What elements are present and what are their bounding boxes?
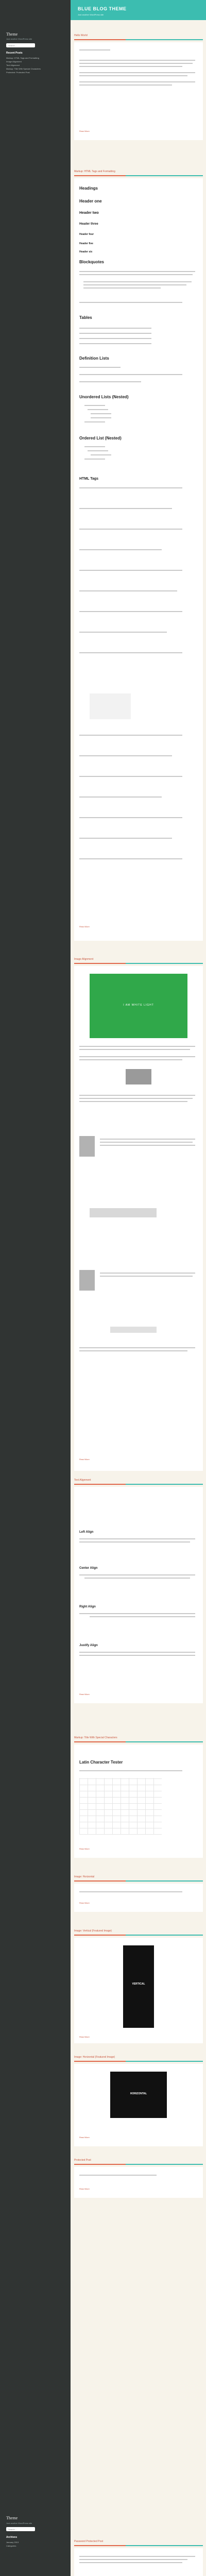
text-line bbox=[79, 1613, 195, 1614]
text-line bbox=[79, 381, 141, 382]
blog-tagline: Just another WordPress site bbox=[78, 13, 104, 16]
thumbnail-image bbox=[126, 1069, 151, 1084]
sidebar-link[interactable]: Markup: HTML Tags and Formatting bbox=[6, 57, 39, 59]
text-line bbox=[79, 549, 162, 550]
text-line bbox=[79, 776, 182, 777]
content-heading: Left Align bbox=[79, 1531, 94, 1534]
content-heading: Justify Align bbox=[79, 1644, 98, 1647]
quote-line bbox=[83, 284, 186, 285]
text-line bbox=[100, 1276, 193, 1277]
text-line bbox=[79, 1056, 195, 1057]
content-heading: Headings bbox=[79, 186, 98, 191]
post-card bbox=[74, 1938, 203, 2043]
list-item bbox=[91, 413, 111, 414]
text-line bbox=[79, 858, 182, 859]
content-heading: Header four bbox=[79, 233, 94, 236]
archives-heading: Archives bbox=[6, 2536, 18, 2539]
text-line bbox=[79, 632, 167, 633]
content-heading: Tables bbox=[79, 315, 92, 320]
text-line bbox=[79, 611, 182, 612]
text-line bbox=[100, 1139, 195, 1140]
text-line bbox=[79, 1049, 190, 1050]
thumbnail-image bbox=[79, 1270, 95, 1291]
text-line bbox=[79, 1574, 195, 1575]
post-card bbox=[74, 1744, 203, 1858]
content-heading: Header six bbox=[79, 250, 93, 253]
text-line bbox=[100, 1142, 193, 1143]
text-line bbox=[79, 2556, 195, 2557]
text-line bbox=[100, 1145, 195, 1146]
green-banner-image bbox=[90, 974, 187, 1038]
recent-posts-heading: Recent Posts bbox=[6, 52, 23, 55]
text-line bbox=[79, 1541, 190, 1543]
post-title[interactable]: Image: Horizontal bbox=[74, 1875, 95, 1878]
text-line bbox=[79, 529, 182, 530]
horizontal-image bbox=[110, 2072, 167, 2118]
sidebar-link[interactable]: Categories bbox=[6, 2545, 16, 2547]
post-rule bbox=[74, 175, 203, 176]
post-title[interactable]: Text Alignment bbox=[74, 1479, 91, 1482]
sidebar-link[interactable]: January 2013 bbox=[6, 2541, 19, 2544]
sidebar-link[interactable]: Protected: Protected Post bbox=[6, 71, 30, 74]
post-title[interactable]: Password Protected Post bbox=[74, 2540, 104, 2543]
read-more-link[interactable]: Read More bbox=[79, 1848, 90, 1850]
list-item bbox=[84, 421, 105, 422]
read-more-link[interactable]: Read More bbox=[79, 2036, 90, 2038]
post bbox=[74, 2159, 203, 2200]
text-line bbox=[79, 755, 172, 756]
text-line bbox=[79, 1655, 195, 1656]
text-line bbox=[79, 1350, 187, 1351]
post-title[interactable]: Image Alignment bbox=[74, 958, 94, 961]
text-line bbox=[79, 2559, 187, 2560]
text-line bbox=[79, 2562, 182, 2563]
post-title[interactable]: Hello World bbox=[74, 34, 88, 37]
post-card bbox=[74, 966, 203, 1471]
text-line bbox=[79, 1538, 195, 1539]
thumbnail-image bbox=[90, 1208, 157, 1217]
text-line bbox=[79, 838, 172, 839]
post-title[interactable]: Protected Post bbox=[74, 2159, 91, 2162]
text-line bbox=[79, 274, 193, 275]
text-line bbox=[79, 1046, 195, 1047]
post-rule bbox=[74, 1880, 203, 1882]
post-card bbox=[74, 2548, 203, 2576]
text-line bbox=[79, 374, 182, 375]
read-more-link[interactable]: Read More bbox=[79, 2136, 90, 2139]
post-card bbox=[74, 1884, 203, 1912]
post-rule bbox=[74, 963, 203, 964]
sidebar bbox=[0, 0, 71, 2576]
footer-site-description: Just another WordPress site bbox=[6, 2522, 32, 2524]
text-line bbox=[79, 63, 193, 64]
post-rule bbox=[74, 39, 203, 40]
text-line bbox=[79, 81, 195, 82]
content-heading: Header three bbox=[79, 223, 98, 226]
post-rule bbox=[74, 2164, 203, 2165]
post-rule bbox=[74, 1935, 203, 1936]
code-block bbox=[90, 693, 131, 719]
post bbox=[74, 958, 203, 1473]
post bbox=[74, 1875, 203, 1917]
footer-site-title[interactable]: Theme bbox=[6, 2516, 18, 2520]
read-more-link[interactable]: Read More bbox=[79, 1902, 90, 1904]
read-more-link[interactable]: Read More bbox=[79, 1458, 90, 1461]
content-heading: Header five bbox=[79, 242, 93, 245]
table-row bbox=[79, 328, 151, 329]
post-card bbox=[74, 2167, 203, 2198]
site-header bbox=[71, 0, 206, 20]
text-line bbox=[79, 1652, 195, 1653]
post bbox=[74, 34, 203, 140]
table-row bbox=[79, 343, 151, 344]
quote-line bbox=[83, 287, 161, 289]
post bbox=[74, 1736, 203, 1865]
list-item bbox=[91, 417, 111, 418]
text-line bbox=[79, 1347, 195, 1348]
read-more-link[interactable]: Read More bbox=[79, 2188, 90, 2190]
text-line bbox=[79, 508, 172, 509]
content-heading: Ordered List (Nested) bbox=[79, 436, 122, 440]
read-more-link[interactable]: Read More bbox=[79, 925, 90, 928]
post bbox=[74, 1479, 203, 1716]
sidebar-link[interactable]: Text Alignment bbox=[6, 64, 20, 66]
list-item bbox=[84, 446, 105, 447]
post-card bbox=[74, 1487, 203, 1703]
text-line bbox=[79, 367, 121, 368]
list-item bbox=[91, 454, 111, 455]
post bbox=[74, 1929, 203, 2048]
post-title[interactable]: Markup: Title With Special Characters bbox=[74, 1736, 117, 1739]
content-heading: HTML Tags bbox=[79, 477, 99, 481]
post bbox=[74, 170, 203, 943]
post-title[interactable]: Markup: HTML Tags and Formatting bbox=[74, 170, 115, 173]
post-card bbox=[74, 42, 203, 140]
sidebar-link[interactable]: Markup: Title With Special Characters bbox=[6, 67, 41, 70]
post-rule bbox=[74, 2545, 203, 2546]
text-line bbox=[79, 1101, 187, 1102]
text-line bbox=[84, 1578, 190, 1579]
table-row bbox=[79, 333, 151, 334]
site-description: Just another WordPress site bbox=[6, 38, 32, 40]
post bbox=[74, 2056, 203, 2148]
text-line bbox=[79, 1095, 195, 1096]
content-heading: Latin Character Tester bbox=[79, 1760, 123, 1765]
text-line bbox=[79, 84, 172, 86]
content-heading: Right Align bbox=[79, 1605, 96, 1608]
post-rule bbox=[74, 2061, 203, 2062]
text-line bbox=[79, 652, 182, 653]
text-line bbox=[79, 60, 195, 61]
post-card bbox=[74, 2064, 203, 2146]
text-line bbox=[79, 49, 110, 50]
character-grid bbox=[79, 1778, 162, 1835]
text-line bbox=[79, 817, 182, 818]
thumbnail-image bbox=[79, 1136, 95, 1157]
text-line bbox=[100, 1273, 195, 1274]
content-heading: Header one bbox=[79, 199, 102, 204]
content-heading: Unordered Lists (Nested) bbox=[79, 395, 129, 399]
text-line bbox=[79, 2175, 157, 2176]
text-line bbox=[79, 487, 182, 488]
sidebar-link[interactable]: Image Alignment bbox=[6, 60, 22, 63]
image-text: VERTICAL bbox=[132, 1982, 145, 1986]
list-item bbox=[88, 409, 108, 410]
site-title[interactable]: Theme bbox=[6, 32, 18, 37]
blog-title[interactable]: BLUE BLOG THEME bbox=[78, 6, 127, 11]
post bbox=[74, 2540, 203, 2576]
quote-line bbox=[83, 281, 192, 282]
text-line bbox=[79, 1059, 182, 1060]
text-line bbox=[79, 302, 182, 303]
text-line bbox=[79, 75, 187, 76]
table-row bbox=[79, 338, 151, 339]
text-line bbox=[79, 271, 195, 272]
text-line bbox=[79, 735, 182, 736]
text-line bbox=[79, 590, 177, 591]
text-line bbox=[79, 66, 182, 67]
code-block bbox=[110, 1327, 157, 1333]
footer-search-input[interactable]: Search … bbox=[6, 2527, 35, 2531]
read-more-link[interactable]: Read More bbox=[79, 1693, 90, 1696]
content-heading: Definition Lists bbox=[79, 356, 109, 361]
search-input[interactable]: Search … bbox=[6, 43, 35, 47]
banner-text: I AM WHITE LIGHT bbox=[123, 1004, 154, 1007]
text-line bbox=[79, 1770, 182, 1771]
text-line bbox=[79, 72, 195, 73]
list-item bbox=[84, 459, 105, 460]
post-card bbox=[74, 178, 203, 941]
list-item bbox=[88, 450, 108, 451]
list-item bbox=[84, 405, 105, 406]
text-line bbox=[79, 1098, 193, 1099]
content-heading: Blockquotes bbox=[79, 260, 105, 264]
post-title[interactable]: Image: Vertical (Featured Image) bbox=[74, 1929, 112, 1933]
text-line bbox=[90, 1616, 195, 1617]
text-line bbox=[79, 570, 182, 571]
content-heading: Header two bbox=[79, 211, 99, 215]
post-title[interactable]: Image: Horizontal (Featured Image) bbox=[74, 2056, 115, 2059]
vertical-image bbox=[123, 1945, 154, 2028]
content-heading: Center Align bbox=[79, 1567, 98, 1570]
post-rule bbox=[74, 1484, 203, 1485]
image-text: HORIZONTAL bbox=[130, 2092, 147, 2095]
post-rule bbox=[74, 1741, 203, 1742]
read-more-link[interactable]: Read More bbox=[79, 130, 90, 132]
text-line bbox=[79, 796, 162, 798]
text-line bbox=[79, 1891, 182, 1892]
